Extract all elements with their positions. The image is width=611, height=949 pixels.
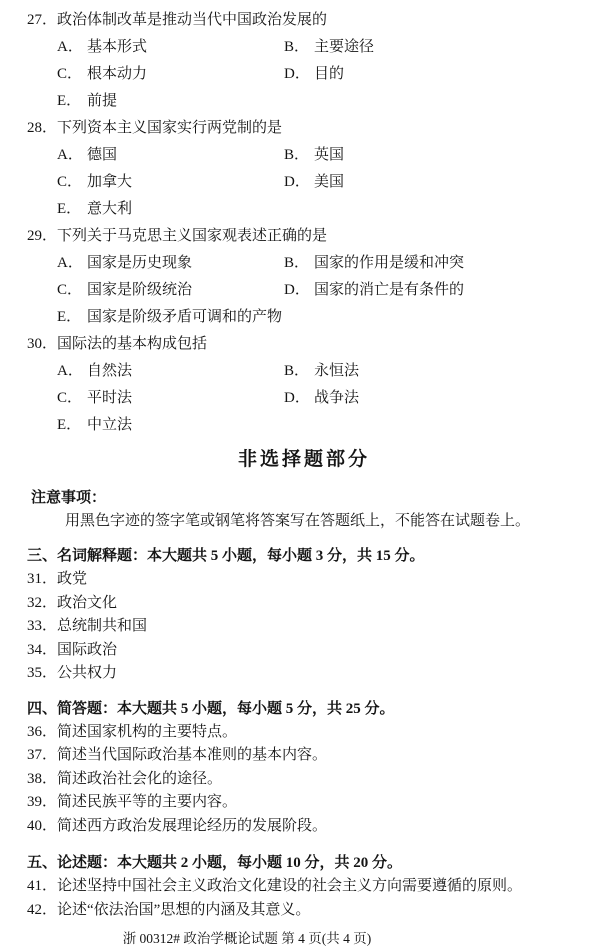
option-label: C．: [57, 282, 83, 298]
option-e: [57, 88, 284, 115]
section-essay: [27, 851, 581, 922]
option-e: [57, 304, 284, 331]
question-text: 简述国家机构的主要特点。: [57, 723, 238, 740]
option-label: D．: [284, 390, 310, 406]
option-label: A．: [57, 147, 83, 163]
question-stem: 政治体制改革是推动当代中国政治发展的: [57, 12, 328, 28]
option-text: 英国: [314, 147, 345, 163]
option-text: 意大利: [87, 201, 133, 217]
question-text: 简述民族平等的主要内容。: [57, 794, 238, 810]
page-footer: 浙 00312# 政治学概论试题 第 4 页(共 4 页): [122, 931, 372, 946]
question-text: 论述“依法治国”思想的内涵及其意义。: [57, 901, 311, 918]
question-text: 简述当代国际政治基本准则的基本内容。: [57, 747, 328, 763]
option-c: [57, 169, 284, 196]
section-term-definitions: [27, 544, 581, 686]
options-grid: [57, 250, 581, 331]
question-number: 35．: [27, 665, 58, 681]
options-grid: [57, 34, 581, 115]
question-29: [27, 223, 581, 331]
part-heading: 非选择题部分: [237, 449, 370, 470]
option-text: 前提: [87, 93, 118, 109]
question-42: [27, 899, 581, 923]
question-text: 总统制共和国: [57, 618, 148, 634]
notice-block: [27, 487, 581, 533]
option-d: [284, 277, 581, 304]
option-b: [284, 34, 581, 61]
question-35: [27, 662, 581, 686]
option-text: 国家是阶级矛盾可调和的产物: [87, 309, 283, 325]
option-text: 基本形式: [87, 39, 148, 55]
option-text: 美国: [314, 174, 345, 190]
question-number: 39．: [27, 794, 58, 810]
question-text: 政党: [57, 571, 88, 587]
option-label: E．: [57, 201, 82, 217]
question-37: [27, 744, 581, 768]
option-a: [57, 34, 284, 61]
question-stem-line: [27, 115, 581, 142]
option-c: [57, 61, 284, 88]
option-text: 自然法: [87, 363, 133, 379]
section-heading: 五、论述题：本大题共 2 小题，每小题 10 分，共 20 分。: [27, 855, 403, 871]
option-text: 德国: [87, 147, 118, 163]
option-text: 国家是历史现象: [87, 255, 193, 271]
section-heading: 四、简答题：本大题共 5 小题，每小题 5 分，共 25 分。: [27, 700, 395, 717]
question-40: [27, 815, 581, 839]
options-grid: [57, 142, 581, 223]
question-text: 简述政治社会化的途径。: [57, 770, 223, 787]
question-stem-line: [27, 223, 581, 250]
section-heading: 三、名词解释题：本大题共 5 小题，每小题 3 分，共 15 分。: [27, 548, 425, 564]
option-text: 目的: [314, 66, 345, 82]
question-number: 28．: [27, 120, 58, 136]
option-label: B．: [284, 255, 310, 271]
question-stem: 下列关于马克思主义国家观表述正确的是: [57, 228, 328, 244]
option-text: 国家是阶级统治: [87, 282, 193, 298]
question-stem-line: [27, 7, 581, 34]
option-label: C．: [57, 174, 83, 190]
option-b: [284, 250, 581, 277]
option-text: 永恒法: [314, 363, 360, 379]
question-36: [27, 721, 581, 745]
question-27: [27, 7, 581, 115]
option-d: [284, 169, 581, 196]
option-b: [284, 358, 581, 385]
option-a: [57, 358, 284, 385]
question-28: [27, 115, 581, 223]
option-text: 国家的消亡是有条件的: [314, 282, 465, 298]
option-label: A．: [57, 363, 83, 379]
section-short-answer: [27, 697, 581, 839]
option-e: [57, 412, 284, 439]
question-stem: 国际法的基本构成包括: [57, 336, 208, 352]
option-text: 根本动力: [87, 66, 148, 82]
option-label: E．: [57, 93, 82, 109]
option-a: [57, 142, 284, 169]
option-label: E．: [57, 309, 82, 325]
question-number: 38．: [27, 770, 58, 787]
question-text: 简述西方政治发展理论经历的发展阶段。: [57, 817, 328, 834]
question-number: 40．: [27, 817, 58, 834]
question-text: 论述坚持中国社会主义政治文化建设的社会主义方向需要遵循的原则。: [57, 878, 523, 894]
option-label: D．: [284, 174, 310, 190]
question-34: [27, 639, 581, 663]
option-text: 加拿大: [87, 174, 133, 190]
multiple-choice-section: [27, 7, 581, 439]
options-grid: [57, 358, 581, 439]
question-41: [27, 875, 581, 899]
option-e: [57, 196, 284, 223]
option-d: [284, 385, 581, 412]
option-text: 中立法: [87, 417, 133, 433]
question-number: 42．: [27, 901, 58, 918]
notice-body: 用黑色字迹的签字笔或钢笔将答案写在答题纸上，不能答在试题卷上。: [65, 513, 531, 529]
question-stem-line: [27, 331, 581, 358]
option-label: B．: [284, 147, 310, 163]
question-number: 37．: [27, 747, 58, 763]
question-number: 27．: [27, 12, 58, 28]
question-number: 33．: [27, 618, 58, 634]
question-number: 32．: [27, 594, 58, 611]
option-label: B．: [284, 363, 310, 379]
notice-title: 注意事项：: [31, 490, 107, 506]
option-b: [284, 142, 581, 169]
question-30: [27, 331, 581, 439]
question-31: [27, 568, 581, 592]
question-text: 国际政治: [57, 641, 118, 658]
question-38: [27, 768, 581, 792]
option-text: 平时法: [87, 390, 133, 406]
option-a: [57, 250, 284, 277]
option-label: E．: [57, 417, 82, 433]
option-text: 国家的作用是缓和冲突: [314, 255, 465, 271]
question-number: 31．: [27, 571, 58, 587]
question-number: 30．: [27, 336, 58, 352]
question-text: 政治文化: [57, 594, 118, 611]
option-label: A．: [57, 39, 83, 55]
question-number: 41．: [27, 878, 58, 894]
question-32: [27, 592, 581, 616]
option-d: [284, 61, 581, 88]
question-number: 34．: [27, 641, 58, 658]
option-label: C．: [57, 390, 83, 406]
option-label: A．: [57, 255, 83, 271]
option-text: 战争法: [314, 390, 360, 406]
option-c: [57, 385, 284, 412]
option-label: B．: [284, 39, 310, 55]
option-label: D．: [284, 282, 310, 298]
question-stem: 下列资本主义国家实行两党制的是: [57, 120, 283, 136]
question-33: [27, 615, 581, 639]
option-label: C．: [57, 66, 83, 82]
question-number: 36．: [27, 723, 58, 740]
question-39: [27, 791, 581, 815]
question-text: 公共权力: [57, 665, 118, 681]
option-text: 主要途径: [314, 39, 375, 55]
question-number: 29．: [27, 228, 58, 244]
option-c: [57, 277, 284, 304]
option-label: D．: [284, 66, 310, 82]
